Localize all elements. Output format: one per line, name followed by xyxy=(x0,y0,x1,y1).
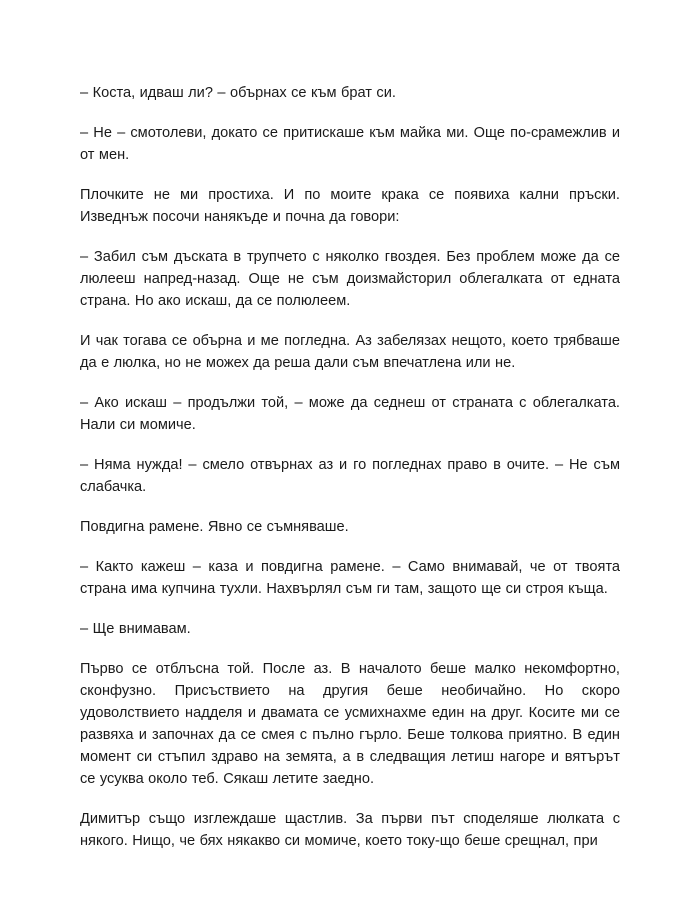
document-page xyxy=(80,82,620,870)
paragraph-3: Плочките не ми простиха. И по моите крака се появиха кални пръски. Изведнъж посочи нанякъде и почна да говори: xyxy=(80,187,620,225)
paragraph-4: – Забил съм дъската в трупчето с няколко гвоздея. Без проблем може да се люлееш напред-назад. Още не съм доизмайсторил облегалката от едната страна. Но ако искаш, да се полюлеем. xyxy=(80,249,620,309)
paragraph-5: И чак тогава се обърна и ме погледна. Аз забелязах нещото, което трябваше да е люлка, но не можех да реша дали съм впечатлена или не. xyxy=(80,333,620,371)
paragraph-10: – Ще внимавам. xyxy=(80,621,191,637)
paragraph-12: Димитър също изглеждаше щастлив. За първи път споделяше люлката с някого. Нищо, че бях някакво си момиче, което току-що беше срещнал, при xyxy=(80,811,620,849)
paragraph-11: Първо се отблъсна той. После аз. В началото беше малко некомфортно, сконфузно. Присъствието на другия беше необичайно. Но скоро удоволствието надделя и двамата се усмихнахме един на друг. Косите ми се развяха и започнах да се смея с пълно гърло. Беше толкова приятно. В един момент си стъпил здраво на земята, а в следващия летиш нагоре и вятърът се усуква около теб. Сякаш летите заедно. xyxy=(80,661,620,787)
paragraph-9: – Както кажеш – каза и повдигна рамене. – Само внимавай, че от твоята страна има купчина тухли. Нахвърлял съм ги там, защото ще си строя къща. xyxy=(80,559,620,597)
paragraph-6: – Ако искаш – продължи той, – може да седнеш от страната с облегалката. Нали си момиче. xyxy=(80,395,620,433)
paragraph-7: – Няма нужда! – смело отвърнах аз и го погледнах право в очите. – Не съм слабачка. xyxy=(80,457,620,495)
paragraph-2: – Не – смотолеви, докато се притискаше към майка ми. Още по-срамежлив и от мен. xyxy=(80,125,620,163)
paragraph-1: – Коста, идваш ли? – обърнах се към брат си. xyxy=(80,85,396,101)
paragraph-8: Повдигна рамене. Явно се съмняваше. xyxy=(80,519,349,535)
